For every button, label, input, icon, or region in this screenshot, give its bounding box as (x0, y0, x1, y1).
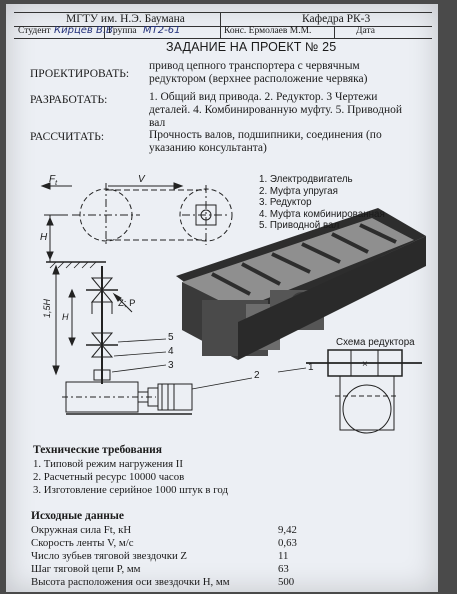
input-row-value: 63 (278, 563, 289, 575)
develop-text-3: вал (149, 117, 166, 129)
v-label: V (138, 174, 145, 185)
ft-label: $F_t$ (49, 174, 58, 187)
input-row-name: Шаг тяговой цепи P, мм (31, 563, 141, 575)
input-row-name: Высота расположения оси звездочки H, мм (31, 576, 230, 588)
input-row-name: Скорость ленты V, м/с (31, 537, 134, 549)
requirement-item: 1. Типовой режим нагружения II (33, 458, 183, 470)
university-name: МГТУ им. Н.Э. Баумана (66, 13, 185, 25)
group-label: Группа (108, 26, 137, 36)
input-row-name: Окружная сила Ft, кН (31, 524, 132, 536)
legend-item: 3. Редуктор (259, 197, 312, 208)
h-mid-label: H (62, 312, 69, 322)
legend-item: 1. Электродвигатель (259, 174, 353, 185)
reducer-schema-title: Схема редуктора (336, 337, 415, 348)
department-name: Кафедра РК-3 (302, 13, 371, 25)
callout-3: 3 (168, 360, 174, 371)
design-text-1: привод цепного транспортера с червячным (149, 60, 360, 72)
legend-item: 4. Муфта комбинированная (259, 208, 385, 220)
zp-label: Z; P (118, 298, 136, 309)
input-data-heading: Исходные данные (31, 510, 124, 522)
requirements-heading: Технические требования (33, 444, 162, 456)
callout-4: 4 (168, 346, 174, 357)
input-row-value: 0,63 (278, 537, 297, 549)
develop-text-2: деталей. 4. Комбинированную муфту. 5. Приводной (149, 104, 403, 116)
requirement-item: 2. Расчетный ресурс 10000 часов (33, 471, 185, 483)
develop-label: РАЗРАБОТАТЬ: (30, 94, 108, 106)
input-row-name: Число зубьев тяговой звездочки Z (31, 550, 188, 562)
svg-text:×: × (362, 359, 368, 370)
page-title: ЗАДАНИЕ НА ПРОЕКТ № 25 (166, 40, 337, 54)
input-row-value: 11 (278, 550, 289, 562)
requirement-item: 3. Изготовление серийное 1000 штук в год (33, 484, 228, 496)
callout-2: 2 (254, 370, 260, 381)
callout-5: 5 (168, 332, 174, 343)
date-label: Дата (356, 26, 375, 36)
component-legend (259, 174, 385, 232)
student-label: Студент (18, 26, 51, 36)
group-value: МТ2-61 (143, 25, 181, 36)
legend-item: 2. Муфта упругая (259, 185, 338, 197)
legend-item: 5. Приводной вал (259, 220, 340, 231)
h15-label: 1,5H (42, 298, 52, 318)
h-label: H (40, 232, 48, 243)
consultant-name: Конс. Ермолаев М.М. (224, 26, 312, 36)
student-name: Кирцев В.В. (54, 25, 117, 36)
calc-label: РАССЧИТАТЬ: (30, 131, 105, 143)
calc-text-2: указанию консультанта) (149, 142, 267, 154)
input-row-value: 500 (278, 576, 295, 588)
assignment-sheet (6, 4, 438, 592)
calc-text-1: Прочность валов, подшипники, соединения (по (149, 129, 382, 141)
design-label: ПРОЕКТИРОВАТЬ: (30, 68, 130, 80)
callout-1: 1 (308, 362, 314, 373)
develop-text-1: 1. Общий вид привода. 2. Редуктор. 3 Чертежи (149, 91, 378, 103)
input-row-value: 9,42 (278, 524, 297, 536)
design-text-2: редуктором (верхнее расположение червяка) (149, 73, 368, 85)
